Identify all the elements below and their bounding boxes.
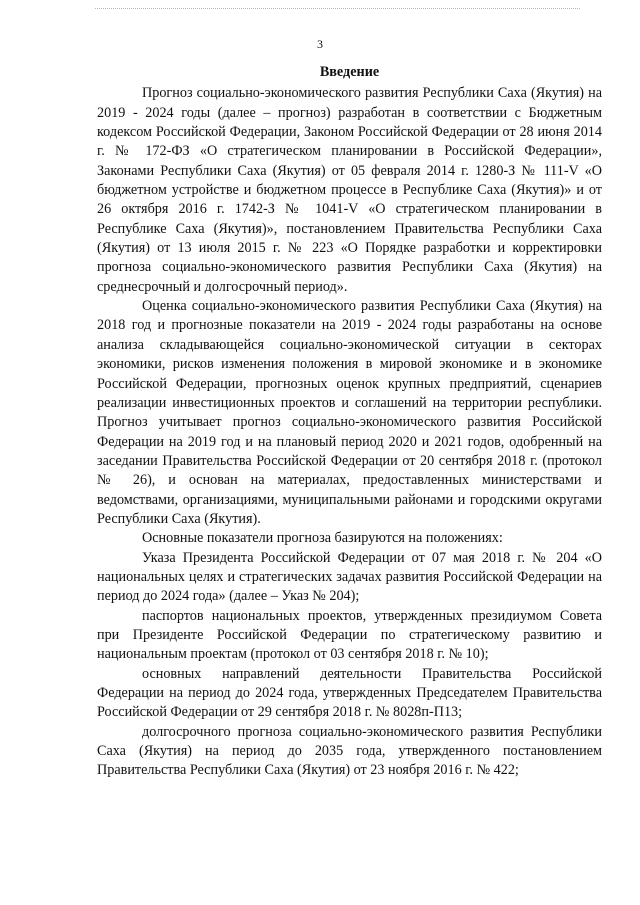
paragraph-intro: Прогноз социально-экономического развития Республики Саха (Якутия) на 2019 - 2024 годы (далее – прогноз) разработан в соответствии с Бюджетным кодексом Российской Федерации, Законом Российской Федерации от 28 июня 2014 г. № 172-ФЗ «О стратегическом планировании в Российской Федерации», Законами Республики Саха (Якутия) от 05 февраля 2014 г. 1280-З № 111-V «О бюджетном устройстве и бюджетном процессе в Республике Саха (Якутия)» и от 26 октября 2016 г. 1742-З № 1041-V «О стратегическом планировании в Республике Саха (Якутия)», постановлением Правительства Республики Саха (Якутия) от 13 июля 2015 г. № 223 «О Порядке разработки и корректировки прогноза социально-экономического развития Республики Саха (Якутия) на среднесрочный и долгосрочный период». [97, 85, 602, 295]
list-item-national-projects: паспортов национальных проектов, утвержденных президиумом Совета при Президенте Российской Федерации по стратегическому развитию и национальным проектам (протокол от 03 сентября 2018 г. № 10); [97, 607, 602, 663]
section-heading: Введение [319, 64, 380, 80]
document-body [97, 63, 602, 781]
list-item-decree-204: Указа Президента Российской Федерации от 07 мая 2018 г. № 204 «О национальных целях и стратегических задачах развития Российской Федерации на период до 2024 года» (далее – Указ № 204); [97, 549, 602, 605]
list-item-government-directions: основных направлений деятельности Правительства Российской Федерации на период до 2024 года, утвержденных Председателем Правительства Российской Федерации от 29 сентября 2018 г. № 8028п-П13; [97, 665, 602, 721]
list-item-long-term-forecast: долгосрочного прогноза социально-экономического развития Республики Саха (Якутия) на период до 2035 года, утвержденного постановлением Правительства Республики Саха (Якутия) от 23 ноября 2016 г. № 422; [97, 723, 602, 779]
paragraph-assessment: Оценка социально-экономического развития Республики Саха (Якутия) на 2018 год и прогнозные показатели на 2019 - 2024 годы разработаны на основе анализа складывающейся социально-экономической ситуации в секторах экономики, рисков изменения положения в мировой экономике и в экономике Российской Федерации, прогнозных оценок крупных предприятий, сценариев реализации инвестиционных проектов и соглашений на территории республики. Прогноз учитывает прогноз социально-экономического развития Российской Федерации на 2019 год и на плановый период 2020 и 2021 годов, одобренный на заседании Правительства Российской Федерации от 20 сентября 2018 г. (протокол № 26), и основан на материалах, предоставленных министерствами и ведомствами, организациями, муниципальными районами и городскими округами Республики Саха (Якутия). [97, 298, 602, 527]
scan-artifact-line [95, 8, 580, 9]
page-number: 3 [317, 37, 323, 51]
paragraph-basis: Основные показатели прогноза базируются на положениях: [142, 530, 503, 547]
